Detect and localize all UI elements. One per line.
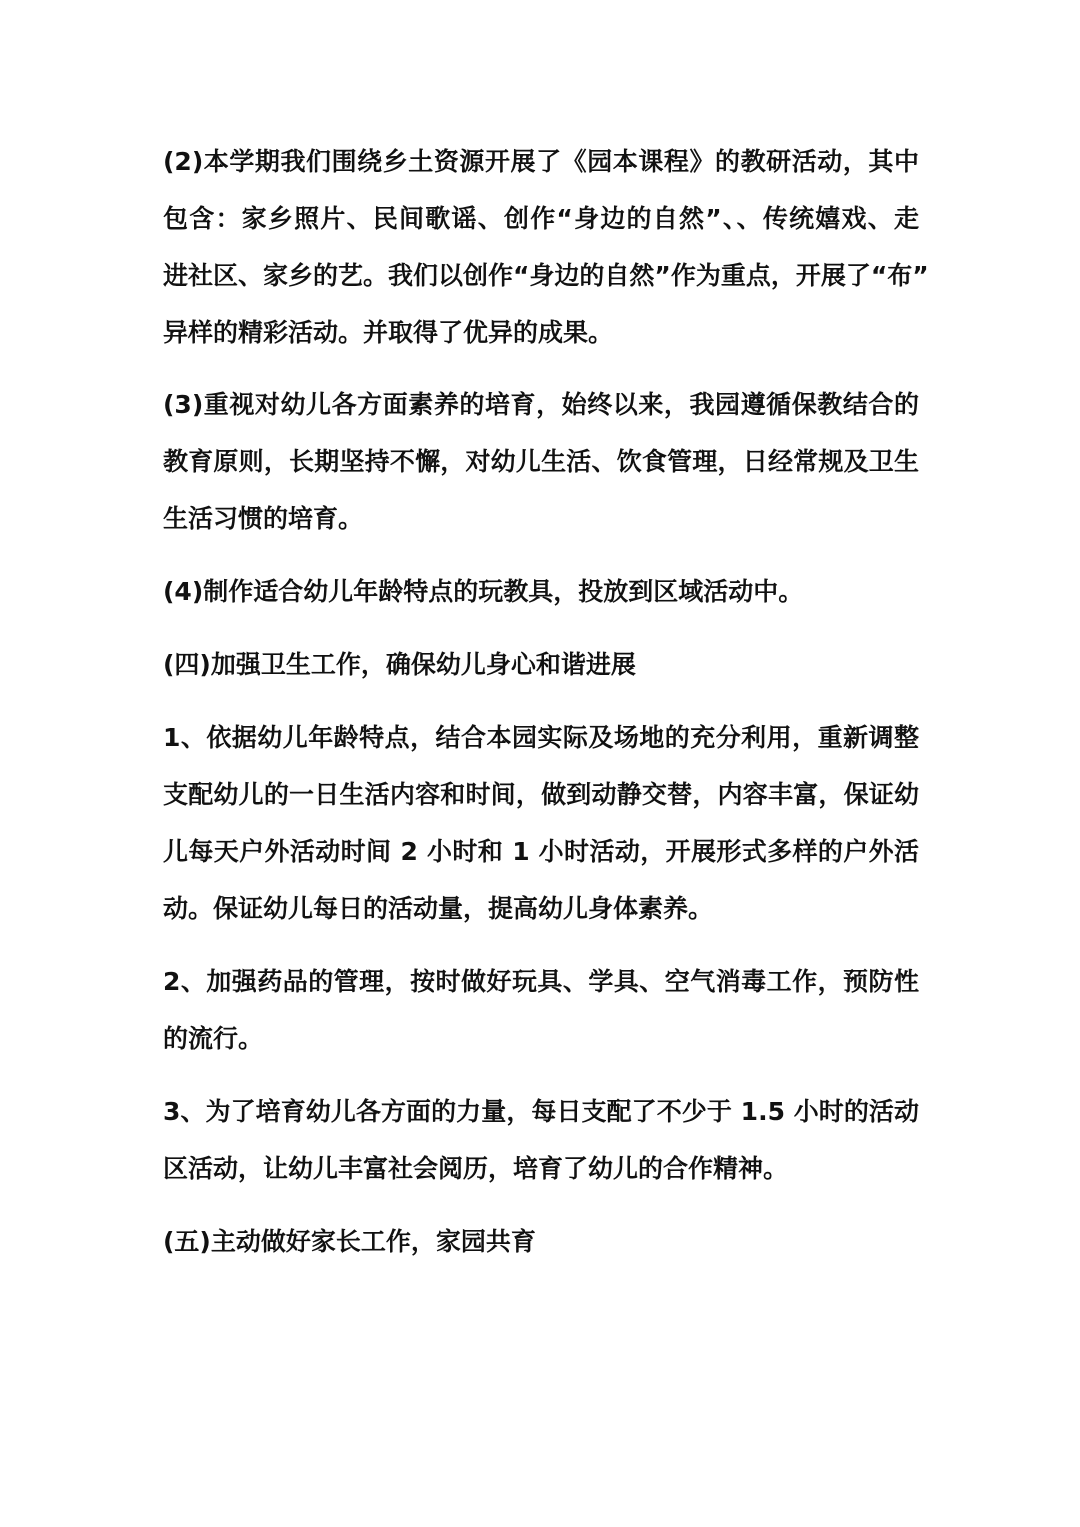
item-3-line-1: 3、为了培育幼儿各方面的力量，每日支配了不少于 1.5 小时的活动 — [163, 1097, 919, 1126]
section-5-heading: (五)主动做好家长工作，家园共育 — [163, 1227, 536, 1256]
item-1-line-3: 儿每天户外活动时间 2 小时和 1 小时活动，开展形式多样的户外活 — [163, 837, 919, 866]
paragraph-2-line-1: (2)本学期我们围绕乡土资源开展了《园本课程》的教研活动，其中 — [163, 147, 919, 176]
paragraph-2-line-3: 进社区、家乡的艺。我们以创作“身边的自然”作为重点，开展了“布” — [163, 261, 929, 290]
item-2-line-1: 2、加强药品的管理，按时做好玩具、学具、空气消毒工作，预防性 — [163, 967, 919, 996]
paragraph-4: (4)制作适合幼儿年龄特点的玩教具，投放到区域活动中。 — [163, 577, 804, 606]
item-1-line-4: 动。保证幼儿每日的活动量，提高幼儿身体素养。 — [163, 894, 714, 923]
paragraph-2-line-2: 包含：家乡照片、民间歌谣、创作“身边的自然”、、传统嬉戏、走 — [163, 204, 919, 233]
paragraph-3-line-2: 教育原则，长期坚持不懈，对幼儿生活、饮食管理，日经常规及卫生 — [163, 447, 919, 476]
section-4-heading: (四)加强卫生工作，确保幼儿身心和谐进展 — [163, 650, 636, 679]
paragraph-2-line-4: 异样的精彩活动。并取得了优异的成果。 — [163, 318, 614, 347]
item-1-line-1: 1、依据幼儿年龄特点，结合本园实际及场地的充分利用，重新调整 — [163, 723, 919, 752]
paragraph-3-line-1: (3)重视对幼儿各方面素养的培育，始终以来，我园遵循保教结合的 — [163, 390, 919, 419]
paragraph-3-line-3: 生活习惯的培育。 — [163, 504, 364, 533]
item-1-line-2: 支配幼儿的一日生活内容和时间，做到动静交替，内容丰富，保证幼 — [163, 780, 919, 809]
item-3-line-2: 区活动，让幼儿丰富社会阅历，培育了幼儿的合作精神。 — [163, 1154, 789, 1183]
item-2-line-2: 的流行。 — [163, 1024, 264, 1053]
